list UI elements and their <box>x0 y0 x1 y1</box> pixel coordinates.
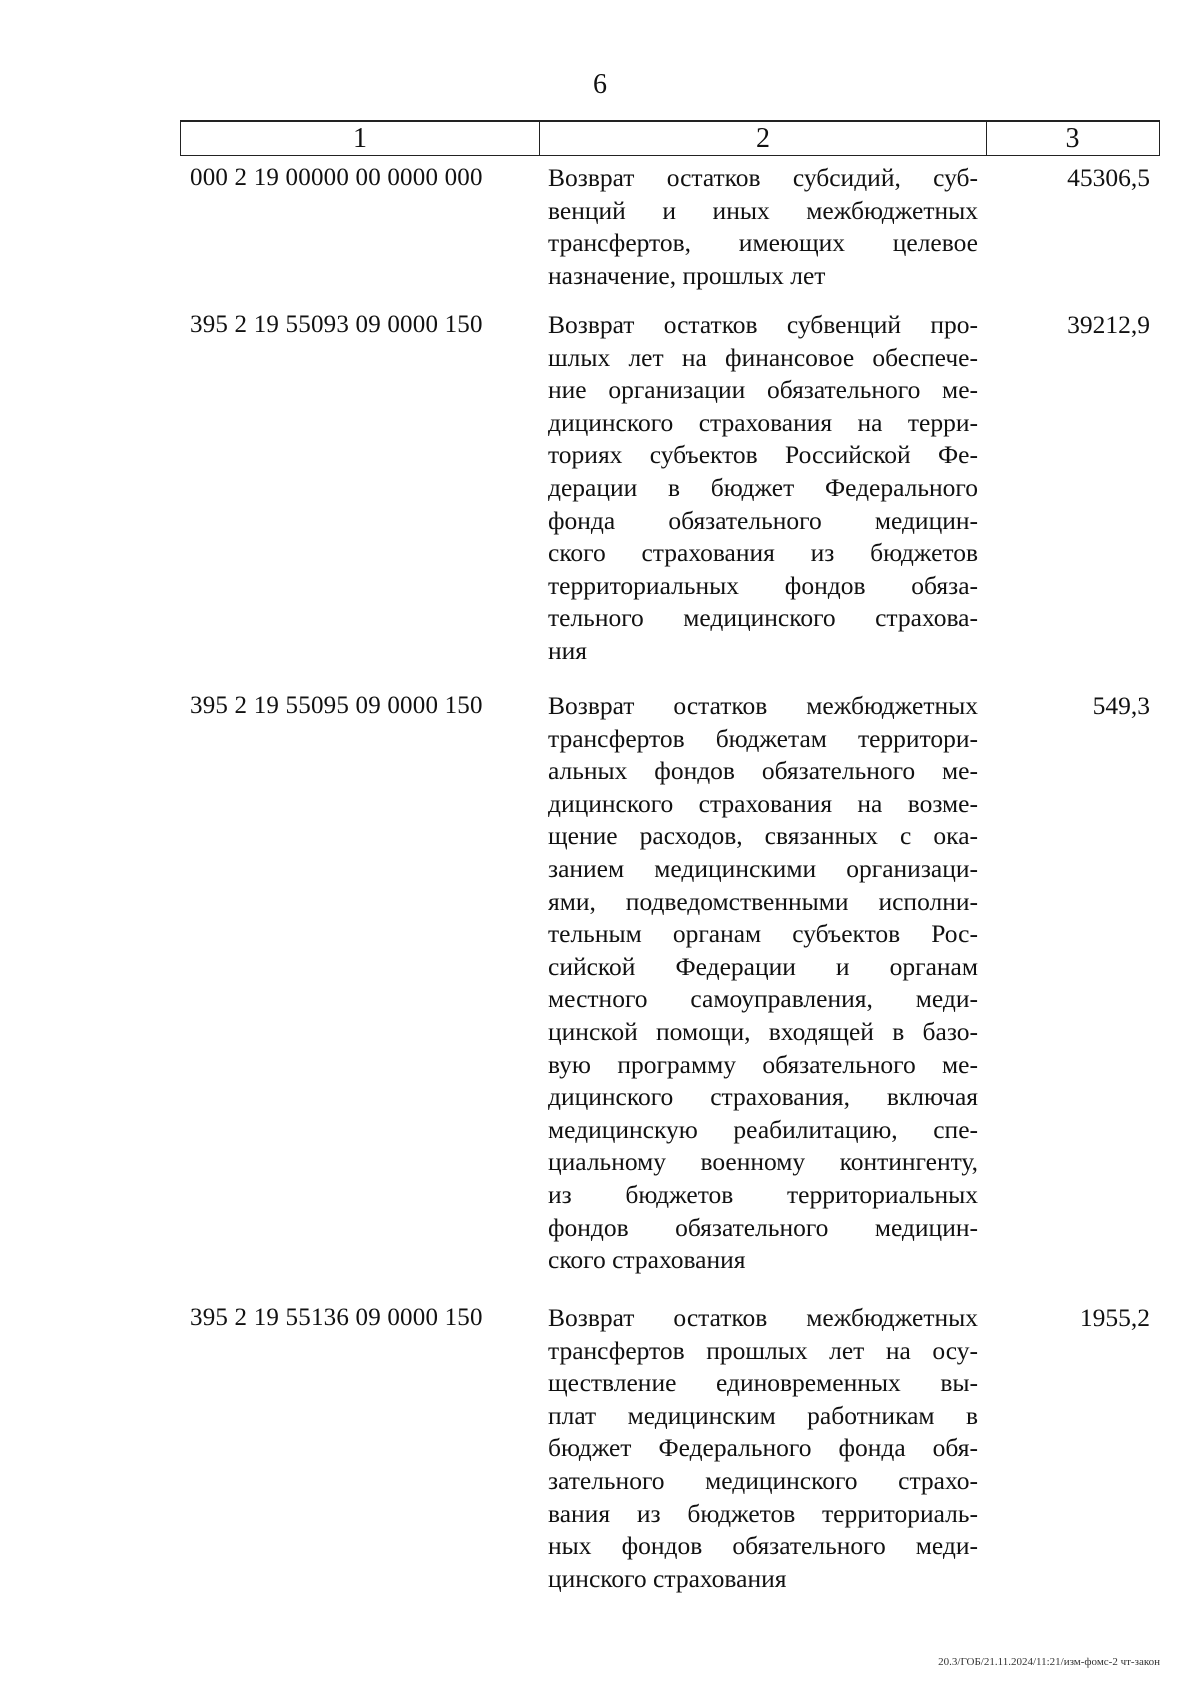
description-line: Возврат остатков межбюджетных <box>548 1303 978 1332</box>
row-amount: 549,3 <box>1092 691 1150 720</box>
row-description <box>548 162 978 292</box>
description-line: Возврат остатков межбюджетных <box>548 691 978 720</box>
description-line: Возврат остатков субвенций про- <box>548 310 978 339</box>
description-line: вания из бюджетов территориаль- <box>548 1498 978 1528</box>
footer-stamp: 20.3/ГОБ/21.11.2024/11:21/изм-фомс-2 чт-закон <box>938 1656 1160 1668</box>
description-line: трансфертов прошлых лет на осу- <box>548 1335 978 1365</box>
page-number: 6 <box>593 69 607 100</box>
description-line: местного самоуправления, меди- <box>548 984 978 1014</box>
description-line: тельного медицинского страхова- <box>548 603 978 633</box>
description-line: шлых лет на финансовое обеспече- <box>548 342 978 372</box>
row-description <box>548 1302 978 1595</box>
description-line: тельным органам субъектов Рос- <box>548 919 978 949</box>
row-amount: 1955,2 <box>1079 1303 1150 1332</box>
header-cell-2: 2 <box>540 122 987 155</box>
description-line: сийской Федерации и органам <box>548 951 978 981</box>
description-line: бюджет Федерального фонда обя- <box>548 1433 978 1463</box>
header-cell-3: 3 <box>1065 123 1080 154</box>
description-line: дерации в бюджет Федерального <box>548 472 978 502</box>
description-line: Возврат остатков субсидий, суб- <box>548 163 978 192</box>
description-line: щение расходов, связанных с ока- <box>548 821 978 851</box>
description-line: ных фондов обязательного меди- <box>548 1531 978 1561</box>
description-line: ториях субъектов Российской Фе- <box>548 440 978 470</box>
description-line: трансфертов, имеющих целевое <box>548 228 978 258</box>
description-line: фонда обязательного медицин- <box>548 505 978 535</box>
description-line: медицинскую реабилитацию, спе- <box>548 1114 978 1144</box>
row-amount: 39212,9 <box>1067 310 1150 339</box>
description-line: плат медицинским работникам в <box>548 1400 978 1430</box>
header-cell-1: 1 <box>181 122 540 155</box>
description-line: занием медицинскими организаци- <box>548 853 978 883</box>
description-line: ского страхования из бюджетов <box>548 538 978 568</box>
description-line: ние организации обязательного ме- <box>548 375 978 405</box>
description-line: дицинского страхования на терри- <box>548 407 978 437</box>
description-line: венций и иных межбюджетных <box>548 195 978 225</box>
row-description <box>548 690 978 1277</box>
description-line: цинского страхования <box>548 1563 787 1593</box>
description-line: ями, подведомственными исполни- <box>548 886 978 916</box>
budget-code: 395 2 19 55095 09 0000 150 <box>190 692 483 719</box>
description-line: циальному военному контингенту, <box>548 1147 978 1177</box>
description-line: дицинского страхования на возме- <box>548 788 978 818</box>
budget-code: 000 2 19 00000 00 0000 000 <box>190 164 483 191</box>
description-line: вую программу обязательного ме- <box>548 1049 978 1079</box>
description-line: дицинского страхования, включая <box>548 1082 978 1112</box>
row-description <box>548 309 978 668</box>
budget-code: 395 2 19 55136 09 0000 150 <box>190 1304 483 1331</box>
description-line: ния <box>548 635 588 665</box>
description-line: назначение, прошлых лет <box>548 260 826 290</box>
description-line: трансфертов бюджетам территори- <box>548 723 978 753</box>
description-line: территориальных фондов обяза- <box>548 570 978 600</box>
description-line: цинской помощи, входящей в базо- <box>548 1016 978 1046</box>
description-line: зательного медицинского страхо- <box>548 1465 978 1495</box>
row-amount: 45306,5 <box>1067 163 1150 192</box>
description-line: из бюджетов территориальных <box>548 1179 978 1209</box>
budget-code: 395 2 19 55093 09 0000 150 <box>190 311 483 338</box>
description-line: ществление единовременных вы- <box>548 1368 978 1398</box>
description-line: фондов обязательного медицин- <box>548 1212 978 1242</box>
description-line: ского страхования <box>548 1245 746 1275</box>
table-header <box>180 120 1160 156</box>
description-line: альных фондов обязательного ме- <box>548 756 978 786</box>
